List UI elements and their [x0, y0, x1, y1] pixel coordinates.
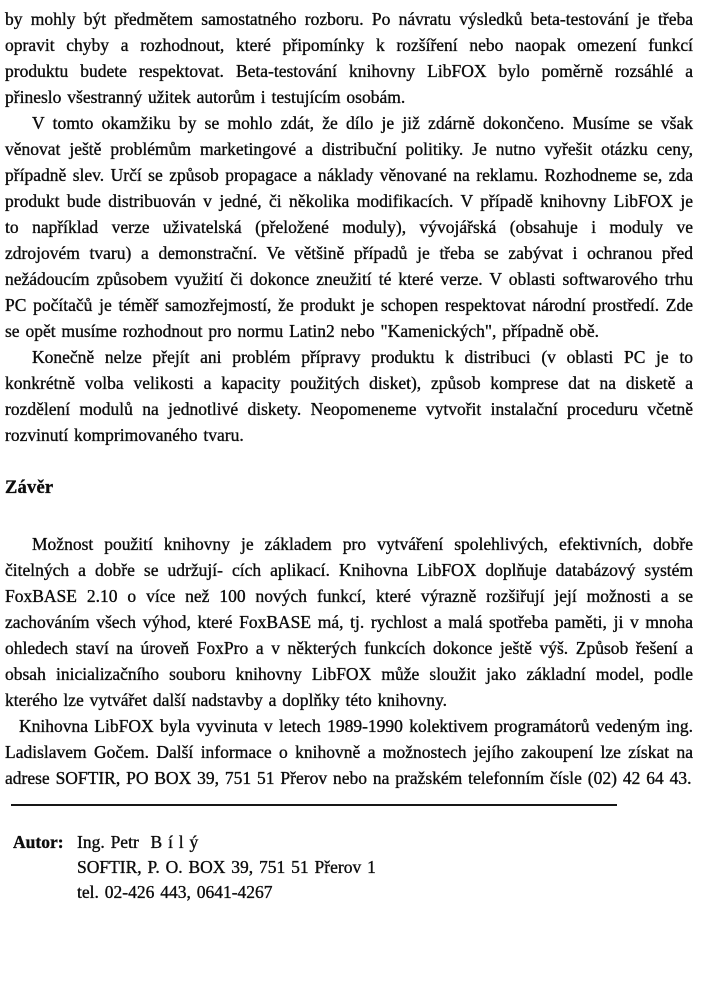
paragraph-conclusion-summary: Možnost použití knihovny je základem pro vytváření spolehlivých, efektivních, dobře čitelných a dobře se udržují- cích aplikací. Knihovna LibFOX doplňuje databázový systém FoxBASE 2.10 o více než 100 nových funkcí, které výrazně rozšiřují její možnosti a se zachováním všech výhod, které FoxBASE má, tj. rychlost a malá spotřeba paměti, ji v mnoha ohledech staví na úroveň FoxPro a v některých funkcích dokonce ještě výš. Způsob řešení a obsah inicializačního souboru knihovny LibFOX může sloužit jako základní model, podle kterého lze vytvářet další nadstavby a doplňky této knihovny. [5, 534, 693, 710]
author-name-line: Ing. Petr B í l ý [77, 832, 199, 852]
author-block [5, 830, 693, 905]
author-address-line: SOFTIR, P. O. BOX 39, 751 51 Přerov 1 [77, 857, 376, 877]
author-lines [77, 830, 693, 905]
paragraph-contact-info: Knihovna LibFOX byla vyvinuta v letech 1989-1990 kolektivem programátorů vedeným ing. Ladislavem Gočem. Další informace o knihovně a možnostech jejího zakoupení lze získat na adrese SOFTIR, PO BOX 39, 751 51 Přerov nebo na pražském telefonním čísle (02) 42 64 43. [5, 716, 693, 788]
author-label: Autor: [13, 832, 64, 852]
paragraph-marketing-distribution: V tomto okamžiku by se mohlo zdát, že dílo je již zdárně dokončeno. Musíme se však věnovat ještě problémům marketingové a distribuční politiky. Je nutno vyřešit otázku ceny, případně slev. Určí se způsob propagace a náklady věnované na reklamu. Rozhodneme se, zda produkt bude distribuován v jedné, či několika modifikacích. V případě knihovny LibFOX je to například verze uživatelská (přeložené moduly), vývojářská (obsahuje i moduly ve zdrojovém tvaru) a demonstrační. Ve většině případů je třeba se zabývat i ochranou před nežádoucím způsobem využití či dokonce zneužití té které verze. V oblasti softwarového trhu PC počítačů je téměř samozřejmostí, že produkt je schopen respektovat národní prostředí. Zde se opět musíme rozhodnout pro normu Latin2 nebo "Kamenických", případně obě. [5, 113, 693, 341]
paragraph-beta-testing: by mohly být předmětem samostatného rozboru. Po návratu výsledků beta-testování je třeba opravit chyby a rozhodnout, které připomínky k rozšíření nebo naopak omezení funkcí produktu budete respektovat. Beta-testování knihovny LibFOX bylo poměrně rozsáhlé a přineslo všestranný užitek autorům i testujícím osobám. [5, 9, 693, 107]
paragraph-distribution-preparation: Konečně nelze přejít ani problém přípravy produktu k distribuci (v oblasti PC je to konkrétně volba velikosti a kapacity použitých disket), způsob komprese dat na disketě a rozdělení modulů na jednotlivé diskety. Neopomeneme vytvořit instalační proceduru včetně rozvinutí komprimovaného tvaru. [5, 347, 693, 445]
author-phone-line: tel. 02-426 443, 0641-4267 [77, 882, 273, 902]
section-heading-zaver: Závěr [5, 478, 54, 498]
footer-divider-line [11, 804, 617, 806]
